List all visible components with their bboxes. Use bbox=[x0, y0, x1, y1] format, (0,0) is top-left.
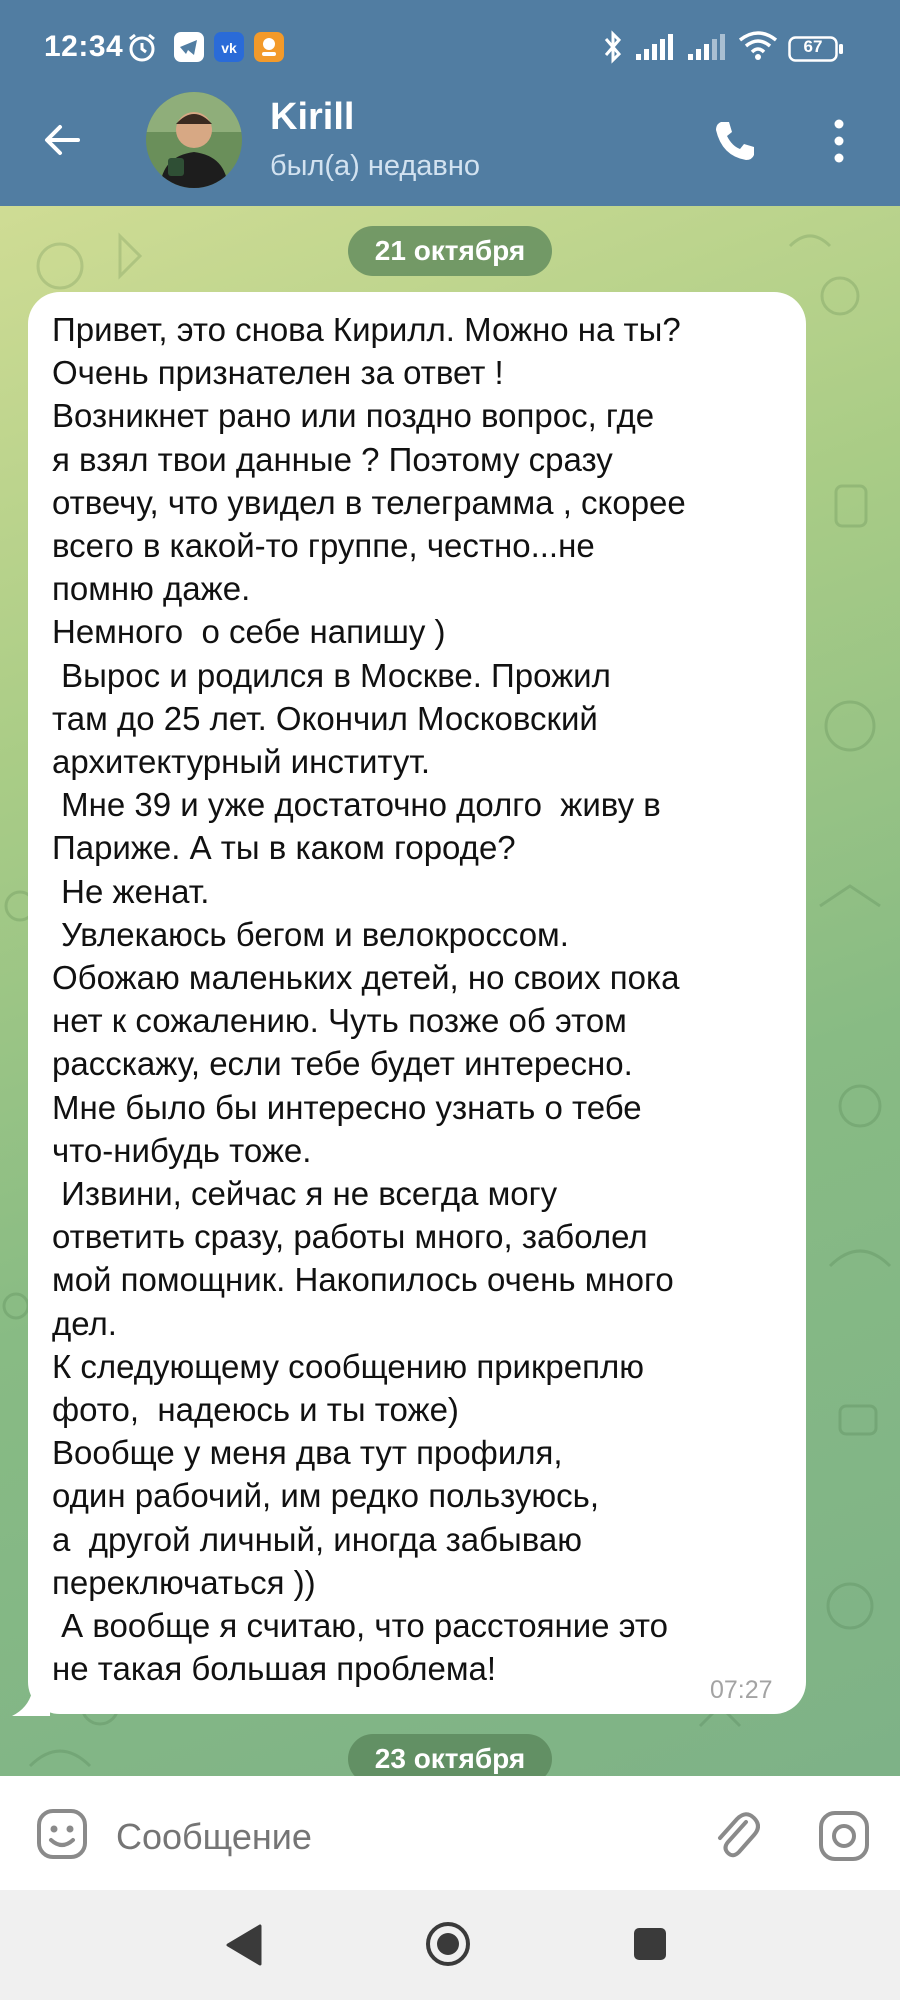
message-text: Привет, это снова Кирилл. Можно на ты? Очень признателен за ответ ! Возникнет рано или поздно вопрос, где я взял твои данные ? Поэтому сразу отвечу, что увидел в телеграмма , скорее всего в какой-то группе, честно...не помню даже. Немного о себе напишу ) Вырос и родился в Москве. Прожил там до 25 лет. Окончил Московский архитектурный институт. Мне 39 и уже достаточно долго живу в Париже. А ты в каком городе? Не женат. Увлекаюсь бегом и велокроссом. Обожаю маленьких детей, но своих пока нет к сожалению. Чуть позже об этом расскажу, если тебе будет интересно. Мне было бы интересно узнать о тебе что-нибудь тоже. Извини, сейчас я не всегда могу ответить сразу, работы много, заболел мой помощник. Накопилось очень много дел. К следующему сообщению прикреплю фото, надеюсь и ты тоже) Вообще у меня два тут профиля, один рабочий, им редко пользуюсь, а другой личный, иногда забываю переключаться )) А вообще я считаю, что расстояние это не такая большая проблема! bbox=[52, 311, 686, 1688]
status-time: 12:34 bbox=[44, 30, 124, 63]
emoji-icon[interactable] bbox=[36, 1808, 88, 1860]
contact-status: был(а) недавно bbox=[270, 150, 480, 182]
phone-icon[interactable] bbox=[712, 118, 758, 164]
bluetooth-icon bbox=[602, 30, 624, 64]
chat-header bbox=[0, 0, 900, 206]
vk-icon bbox=[214, 32, 244, 62]
ok-icon bbox=[254, 32, 284, 62]
date-separator: 23 октября bbox=[348, 1734, 552, 1784]
status-bar bbox=[0, 0, 900, 100]
battery-icon bbox=[788, 36, 844, 62]
telegram-icon bbox=[174, 32, 204, 62]
svg-text:vk: vk bbox=[221, 40, 237, 56]
message-time: 07:27 bbox=[710, 1676, 773, 1704]
message-input[interactable] bbox=[116, 1812, 676, 1862]
alarm-icon bbox=[126, 32, 158, 64]
more-vert-icon[interactable] bbox=[832, 118, 846, 164]
back-arrow-icon[interactable] bbox=[42, 120, 82, 160]
signal-icon bbox=[686, 30, 730, 62]
attach-icon[interactable] bbox=[712, 1806, 760, 1862]
nav-back-icon[interactable] bbox=[224, 1922, 264, 1968]
contact-name[interactable]: Kirill bbox=[270, 96, 355, 138]
nav-recent-icon[interactable] bbox=[632, 1926, 668, 1962]
date-separator: 21 октября bbox=[348, 226, 552, 276]
camera-icon[interactable] bbox=[818, 1810, 870, 1862]
battery-level: 67 bbox=[803, 37, 823, 56]
wifi-icon bbox=[738, 30, 778, 62]
signal-icon bbox=[634, 30, 678, 62]
avatar[interactable] bbox=[146, 92, 242, 188]
nav-home-icon[interactable] bbox=[424, 1920, 472, 1968]
